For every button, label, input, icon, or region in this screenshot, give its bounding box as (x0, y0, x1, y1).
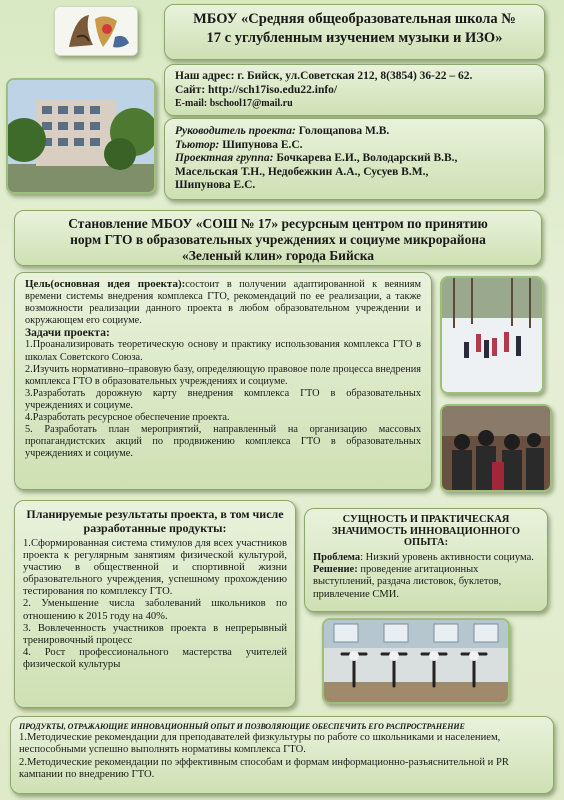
product-item: 2.Методические рекомендации по эффективным способам и формам информационно-разъяснительной и PR кампании по внедрению ГТО. (19, 756, 509, 780)
project-heading-line3: «Зеленый клин» города Бийска (181, 248, 375, 263)
goals-box (14, 272, 432, 490)
gym-class-image (442, 406, 550, 490)
email-link[interactable]: E-mail: bschool17@mail.ru (175, 98, 293, 109)
exercise-class-photo (322, 618, 510, 704)
result-item: 1.Сформированная система стимулов для всех участников проекта к регулярным занятиям физической культурой, участию в общественной и спортивной жизни образовательного учреждения, успешному прохождению тестирования по комплексу ГТО. (23, 538, 287, 598)
result-item: 2. Уменьшение числа заболеваний школьников по отношению к 2015 году на 40%. (23, 598, 287, 622)
goal-text: состоит в получении адаптированной к веяниям времени системы внедрения комплекса ГТО, рекомендаций по ее реализации, а также возможности реализации данного проекта в любом образовательном учреждении и окружающем его социуме. (25, 279, 421, 327)
essence-box (304, 508, 548, 612)
result-item: 4. Рост профессионального мастерства учителей физической культуры (23, 646, 287, 670)
leader-label: Руководитель проекта: (175, 125, 296, 137)
school-title-box (164, 4, 545, 60)
website-link[interactable]: Сайт: http://sch17iso.edu22.info/ (175, 84, 338, 96)
exercise-class-image (324, 620, 508, 702)
school-building-photo (6, 78, 156, 194)
leader-name: Голощапова М.В. (295, 125, 390, 137)
group-members-2: Масельская Т.Н., Недобежкин А.А., Сусуев В.М., (175, 165, 429, 178)
project-heading-box (14, 210, 542, 266)
tutor-label: Тьютор: (175, 138, 220, 151)
tasks-title: Задачи проекта: (25, 327, 110, 340)
problem-text: : Низкий уровень активности социума. (360, 551, 534, 563)
essence-title: СУЩНОСТЬ И ПРАКТИЧЕСКАЯ ЗНАЧИМОСТЬ ИННОВАЦИОННОГО ОПЫТА: (331, 514, 521, 548)
school-title-line2: 17 с углубленным изучением музыки и ИЗО» (206, 30, 503, 46)
group-members-1: Бочкарева Е.И., Володарский В.В., (273, 152, 458, 164)
task-item: 2.Изучить нормативно–правовую базу, определяющую правовое поле процесса внедрения комплекса ГТО в образовательных учреждениях и социуме. (25, 363, 421, 387)
school-logo (54, 6, 138, 56)
solution-text: проведение агитационных выступлений, раздача листовок, буклетов, привлечение СМИ. (313, 563, 502, 600)
task-item: 1.Проанализировать теоретическую основу и практику использования комплекса ГТО в школах Советского Союза. (25, 339, 421, 363)
tutor-name: Шипунова Е.С. (219, 138, 303, 151)
winter-ski-image (442, 278, 542, 392)
products-box (10, 716, 554, 794)
logo-graphic (55, 7, 138, 56)
group-members-3: Шипунова Е.С. (175, 179, 256, 191)
results-box (14, 500, 296, 708)
task-item: 3.Разработать дорожную карту внедрения комплекса ГТО в образовательных учреждениях и социуме. (25, 387, 421, 411)
problem-label: Проблема (313, 551, 361, 563)
results-title: Планируемые результаты проекта, в том числе разработанные продукты: (26, 507, 284, 535)
task-item: 4.Разработать ресурсное обеспечение проекта. (25, 412, 230, 424)
winter-ski-photo (440, 276, 544, 394)
address-line: Наш адрес: г. Бийск, ул.Советская 212, 8(3854) 36-22 – 62. (175, 70, 473, 82)
group-label: Проектная группа: (175, 152, 274, 164)
products-title: ПРОДУКТЫ, ОТРАЖАЮЩИЕ ИННОВАЦИОННЫЙ ОПЫТ И ПОЗВОЛЯЮЩИЕ ОБЕСПЕЧИТЬ ЕГО РАСПРОСТРАНЕНИЕ (19, 722, 465, 731)
project-heading-line1: Становление МБОУ «СОШ № 17» ресурсным центром по принятию (68, 216, 488, 231)
project-team-box (164, 118, 545, 200)
goal-label: Цель(основная идея проекта): (25, 278, 186, 290)
gym-class-photo (440, 404, 552, 492)
solution-label: Решение: (313, 563, 358, 575)
product-item: 1.Методические рекомендации для преподавателей физкультуры по работе со школьниками и населением, неспособными успешно выполнять нормативы комплекса ГТО. (19, 732, 501, 756)
project-heading-line2: норм ГТО в образовательных учреждениях и социуме микрорайона (70, 232, 486, 247)
address-box (164, 64, 545, 116)
result-item: 3. Вовлеченность участников проекта в непрерывный тренировочный процесс (23, 622, 287, 646)
school-building-image (8, 80, 154, 192)
school-title-line1: МБОУ «Средняя общеобразовательная школа № (193, 11, 516, 27)
task-item: 5. Разработать план мероприятий, направленный на организацию массовых пропагандистских акций по продвижению комплекса ГТО в образовательных учреждениях и социуме. (25, 424, 421, 460)
